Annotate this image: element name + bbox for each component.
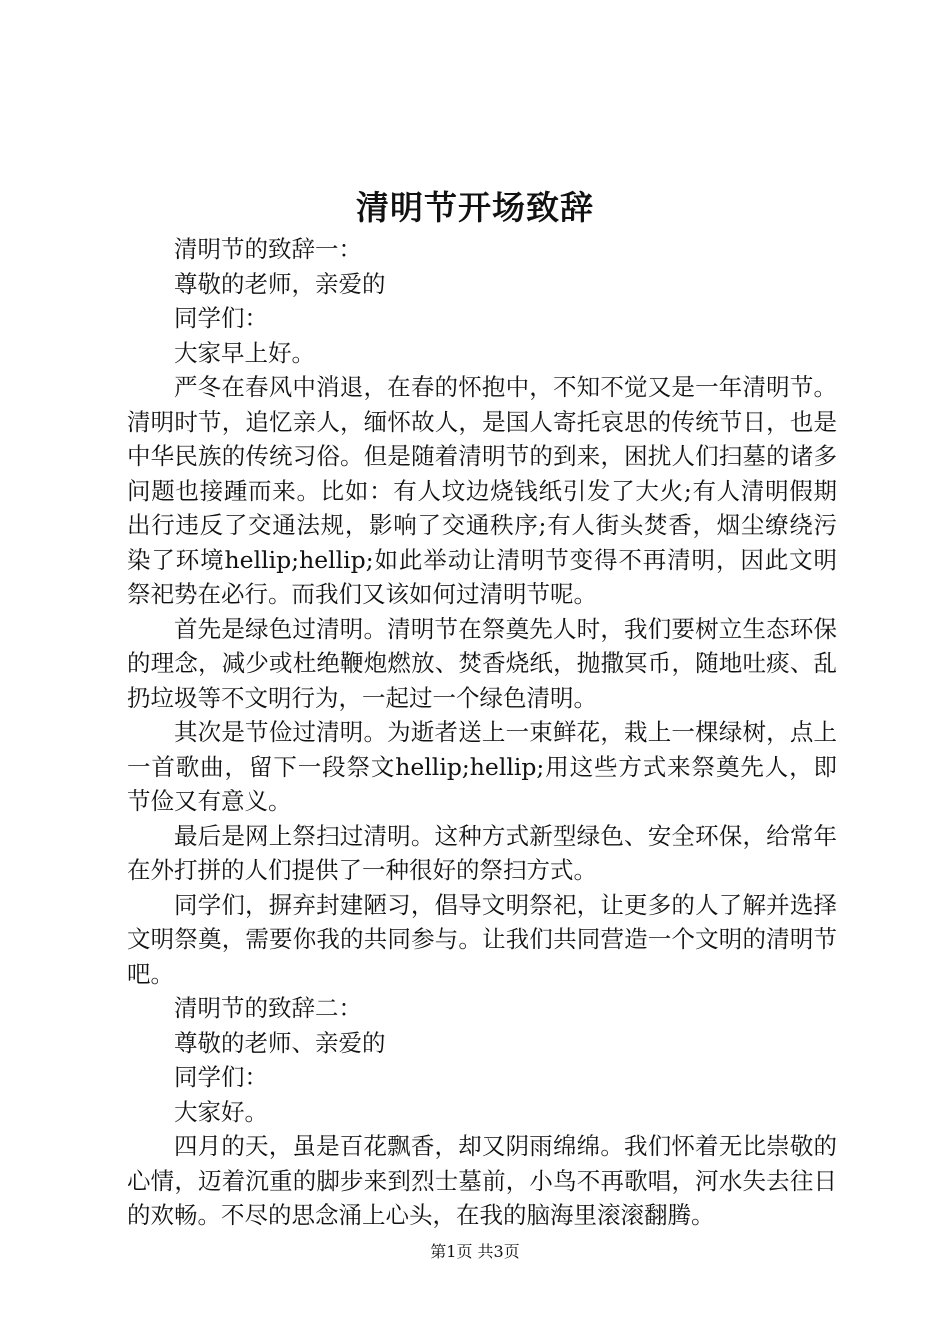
paragraph: 同学们： <box>174 304 268 332</box>
paragraph: 清明节的致辞一： <box>174 235 362 263</box>
paragraph: 同学们，摒弃封建陋习，倡导文明祭祀，让更多的人了解并选择文明祭奠，需要你我的共同参与。让我们共同营造一个文明的清明节吧。 <box>127 890 837 988</box>
paragraph: 四月的天，虽是百花飘香，却又阴雨绵绵。我们怀着无比崇敬的心情，迈着沉重的脚步来到烈士墓前，小鸟不再歌唱，河水失去往日的欢畅。不尽的思念涌上心头，在我的脑海里滚滚翻腾。 <box>127 1132 837 1229</box>
paragraph: 严冬在春风中消退，在春的怀抱中，不知不觉又是一年清明节。清明时节，追忆亲人，缅怀故人，是国人寄托哀思的传统节日，也是中华民族的传统习俗。但是随着清明节的到来，困扰人们扫墓的诸多问题也接踵而来。比如：有人坟边烧钱纸引发了大火;有人清明假期出行违反了交通法规，影响了交通秩序;有人街头焚香，烟尘缭绕污染了环境hellip;hellip;如此举动让清明节变得不再清明，因此文明祭祀势在必行。而我们又该如何过清明节呢。 <box>127 373 837 608</box>
paragraph: 大家好。 <box>174 1097 268 1126</box>
paragraph: 尊敬的老师、亲爱的 <box>174 1028 386 1057</box>
paragraph: 其次是节俭过清明。为逝者送上一束鲜花，栽上一棵绿树，点上一首歌曲，留下一段祭文hellip;hellip;用这些方式来祭奠先人，即节俭又有意义。 <box>127 718 837 815</box>
document-body <box>127 232 837 1233</box>
paragraph: 首先是绿色过清明。清明节在祭奠先人时，我们要树立生态环保的理念，减少或杜绝鞭炮燃放、焚香烧纸，抛撒冥币，随地吐痰、乱扔垃圾等不文明行为，一起过一个绿色清明。 <box>127 614 837 712</box>
paragraph: 清明节的致辞二： <box>174 994 362 1022</box>
paragraph: 最后是网上祭扫过清明。这种方式新型绿色、安全环保，给常年在外打拼的人们提供了一种很好的祭扫方式。 <box>127 821 837 884</box>
paragraph: 尊敬的老师，亲爱的 <box>174 269 386 298</box>
paragraph: 同学们： <box>174 1063 268 1091</box>
page-indicator: 第1页 共3页 <box>430 1242 520 1261</box>
paragraph: 大家早上好。 <box>174 338 315 367</box>
document-title: 清明节开场致辞 <box>356 188 594 227</box>
